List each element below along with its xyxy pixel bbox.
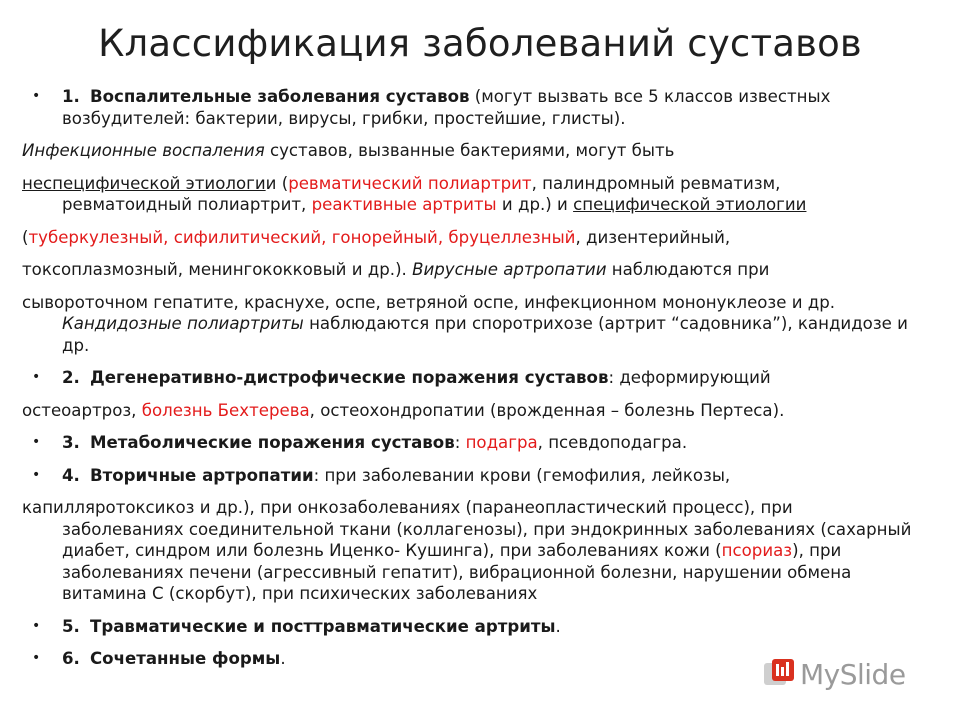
item-number: 6. — [62, 649, 80, 668]
slide-title: Классификация заболеваний суставов — [98, 22, 862, 65]
highlighted-term: туберкулезный, сифилитический, гонорейный, бруцеллезный — [28, 227, 576, 247]
item-heading: Травматические и посттравматические артриты — [90, 616, 556, 636]
list-item-degenerative — [22, 367, 940, 389]
paragraph-text: остеоартроз, — [22, 400, 142, 420]
paragraph-secondary-details — [22, 497, 940, 605]
italic-term: Кандидозные полиартриты — [62, 314, 304, 333]
list-item-traumatic — [22, 616, 940, 638]
paragraph-text: наблюдаются при — [606, 260, 770, 279]
item-number: 5. — [62, 616, 80, 636]
paragraph-text: наблюдаются при споротрихозе (артрит “садовника”), кандидозе и др. — [62, 314, 908, 355]
item-text: , псевдоподагра. — [537, 433, 688, 452]
item-number: 3. — [62, 433, 80, 452]
paragraph-text: ( — [22, 227, 29, 247]
item-number: 2. — [62, 368, 80, 387]
item-heading: Дегенеративно-дистрофические поражения суставов — [90, 368, 609, 387]
item-number: 4. — [62, 465, 80, 485]
paragraph-text: токсоплазмозный, менингококковый и др.). — [22, 260, 413, 279]
item-text: . — [555, 616, 561, 636]
paragraph-infectious — [22, 140, 940, 162]
item-text: : — [454, 433, 466, 452]
highlighted-term: болезнь Бехтерева — [141, 400, 310, 420]
myslide-logo-text: MySlide — [800, 657, 906, 691]
paragraph-serum — [22, 292, 940, 357]
item-heading: Метаболические поражения суставов — [90, 433, 455, 452]
item-text: (могут вызвать все 5 классов известных возбудителей: бактерии, вирусы, грибки, простейшие, глисты). — [62, 87, 831, 128]
paragraph-text: ревматоидный полиартрит, — [62, 195, 312, 214]
paragraph-text: , дизентерийный, — [575, 227, 731, 247]
item-number: 1. — [62, 87, 80, 106]
item-heading: Воспалительные заболевания суставов — [90, 87, 470, 106]
paragraph-text: сывороточном гепатите, краснухе, оспе, ветряной оспе, инфекционном мононуклеозе и др. — [22, 292, 836, 312]
item-text: : при заболевании крови (гемофилия, лейкозы, — [313, 465, 731, 485]
slide-content — [22, 86, 940, 681]
item-text: . — [280, 649, 286, 668]
highlighted-term: подагра — [465, 433, 538, 452]
paragraph-text: и др.) и — [496, 195, 574, 214]
paragraph-nonspecific — [22, 173, 940, 216]
list-item-inflammatory — [22, 86, 940, 129]
myslide-logo-icon — [762, 657, 796, 691]
myslide-logo — [762, 654, 944, 694]
item-text: : деформирующий — [608, 368, 771, 387]
highlighted-term: реактивные артриты — [311, 195, 497, 214]
list-item-secondary — [22, 465, 940, 487]
highlighted-term: псориаз — [721, 541, 793, 560]
underlined-term: специфической этиологии — [573, 195, 807, 214]
list-item-metabolic — [22, 432, 940, 454]
item-heading: Сочетанные формы — [90, 649, 281, 668]
highlighted-term: ревматический полиартрит — [288, 173, 532, 193]
underlined-term: неспецифической этиологи — [22, 173, 266, 193]
paragraph-text: ), при заболеваниях печени (агрессивный гепатит), вибрационной болезни, нарушении обмена витамина С (скорбут), при психических заболеваниях — [62, 541, 852, 603]
paragraph-text: капилляротоксикоз и др.), при онкозаболеваниях (паранеопластический процесс), при — [22, 498, 793, 517]
paragraph-text: , палиндромный ревматизм, — [531, 173, 781, 193]
paragraph-specific — [22, 227, 940, 249]
italic-term: Инфекционные воспаления — [22, 141, 265, 160]
paragraph-text: заболеваниях соединительной ткани (коллагенозы), при эндокринных заболеваниях (сахарный диабет, синдром или болезнь Иценко- Кушинга), при заболеваниях кожи ( — [62, 519, 912, 560]
paragraph-viral — [22, 259, 940, 281]
paragraph-osteoarthrosis — [22, 400, 940, 422]
paragraph-text: и ( — [265, 173, 289, 193]
paragraph-text: , остеохондропатии (врожденная – болезнь Пертеса). — [309, 400, 785, 420]
item-heading: Вторичные артропатии — [90, 465, 314, 485]
italic-term: Вирусные артропатии — [412, 260, 607, 279]
paragraph-text: суставов, вызванные бактериями, могут быть — [264, 141, 675, 160]
